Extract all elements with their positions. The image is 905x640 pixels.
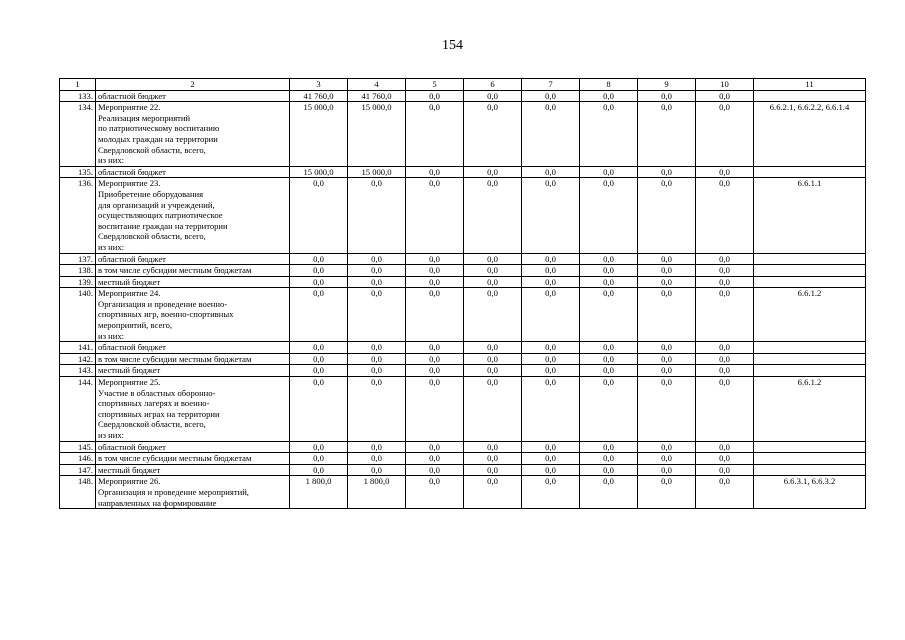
amount-cell: 0,0	[580, 265, 638, 277]
amount-cell: 0,0	[696, 453, 754, 465]
column-header: 5	[406, 79, 464, 91]
row-number: 148.	[60, 476, 96, 509]
amount-cell: 15 000,0	[348, 102, 406, 167]
amount-cell: 0,0	[638, 102, 696, 167]
description-line: мероприятий, всего,	[98, 320, 173, 331]
description-line: из них:	[98, 155, 125, 166]
amount-cell: 0,0	[406, 377, 464, 442]
table-row	[60, 353, 866, 365]
row-number: 147.	[60, 464, 96, 476]
amount-cell: 0,0	[522, 102, 580, 167]
amount-cell: 0,0	[290, 353, 348, 365]
amount-cell: 0,0	[580, 90, 638, 102]
amount-cell: 0,0	[406, 342, 464, 354]
column-header: 11	[754, 79, 866, 91]
amount-cell: 0,0	[290, 377, 348, 442]
description-line: молодых граждан на территории	[98, 133, 218, 144]
description-line: спортивных игр, военно-спортивных	[98, 309, 234, 320]
amount-cell: 0,0	[696, 441, 754, 453]
budget-table	[59, 78, 866, 509]
table-row	[60, 166, 866, 178]
amount-cell: 0,0	[522, 90, 580, 102]
table-row	[60, 441, 866, 453]
amount-cell: 0,0	[406, 253, 464, 265]
amount-cell: 0,0	[522, 253, 580, 265]
amount-cell: 0,0	[348, 253, 406, 265]
amount-cell: 0,0	[290, 365, 348, 377]
amount-cell: 0,0	[464, 178, 522, 253]
amount-cell: 0,0	[348, 178, 406, 253]
row-number: 140.	[60, 288, 96, 342]
amount-cell: 0,0	[464, 253, 522, 265]
row-description	[96, 453, 290, 465]
table-row	[60, 102, 866, 167]
amount-cell: 0,0	[464, 276, 522, 288]
row-number: 138.	[60, 265, 96, 277]
amount-cell: 0,0	[522, 342, 580, 354]
amount-cell: 0,0	[406, 265, 464, 277]
row-number: 145.	[60, 441, 96, 453]
amount-cell: 0,0	[290, 441, 348, 453]
amount-cell: 0,0	[638, 377, 696, 442]
row-description	[96, 353, 290, 365]
amount-cell: 41 760,0	[348, 90, 406, 102]
amount-cell: 0,0	[638, 90, 696, 102]
description-line: местный бюджет	[98, 365, 161, 376]
description-line: Мероприятие 23.	[98, 178, 161, 189]
amount-cell: 0,0	[348, 265, 406, 277]
amount-cell: 0,0	[464, 441, 522, 453]
description-line: местный бюджет	[98, 464, 161, 475]
amount-cell: 0,0	[406, 464, 464, 476]
description-line: Мероприятие 26.	[98, 476, 161, 487]
amount-cell: 0,0	[464, 342, 522, 354]
amount-cell: 0,0	[464, 288, 522, 342]
amount-cell: 0,0	[348, 365, 406, 377]
target-indicator: 6.6.3.1, 6.6.3.2	[754, 476, 866, 509]
row-description	[96, 476, 290, 509]
description-line: в том числе субсидии местным бюджетам	[98, 353, 252, 364]
amount-cell: 0,0	[522, 276, 580, 288]
amount-cell: 0,0	[464, 102, 522, 167]
column-header: 2	[96, 79, 290, 91]
amount-cell: 0,0	[696, 476, 754, 509]
description-line: в том числе субсидии местным бюджетам	[98, 453, 252, 464]
table-row	[60, 464, 866, 476]
target-indicator	[754, 166, 866, 178]
amount-cell: 0,0	[580, 353, 638, 365]
amount-cell: 0,0	[580, 178, 638, 253]
description-line: Реализация мероприятий	[98, 112, 191, 123]
amount-cell: 0,0	[522, 166, 580, 178]
row-number: 139.	[60, 276, 96, 288]
target-indicator	[754, 365, 866, 377]
amount-cell: 0,0	[406, 476, 464, 509]
amount-cell: 0,0	[348, 441, 406, 453]
amount-cell: 0,0	[406, 365, 464, 377]
description-line: Организация и проведение мероприятий,	[98, 486, 249, 497]
header-row	[60, 79, 866, 91]
amount-cell: 0,0	[348, 276, 406, 288]
row-description	[96, 377, 290, 442]
column-header: 10	[696, 79, 754, 91]
description-line: областной бюджет	[98, 166, 166, 177]
target-indicator: 6.6.1.2	[754, 377, 866, 442]
description-line: местный бюджет	[98, 276, 161, 287]
amount-cell: 0,0	[290, 276, 348, 288]
amount-cell: 0,0	[406, 90, 464, 102]
amount-cell: 1 800,0	[348, 476, 406, 509]
table-row	[60, 288, 866, 342]
amount-cell: 0,0	[580, 102, 638, 167]
amount-cell: 0,0	[464, 453, 522, 465]
amount-cell: 0,0	[406, 102, 464, 167]
amount-cell: 0,0	[580, 276, 638, 288]
description-line: для организаций и учреждений,	[98, 199, 215, 210]
target-indicator	[754, 464, 866, 476]
amount-cell: 0,0	[522, 476, 580, 509]
amount-cell: 0,0	[696, 464, 754, 476]
amount-cell: 0,0	[638, 441, 696, 453]
column-header: 8	[580, 79, 638, 91]
description-line: Участие в областных оборонно-	[98, 387, 216, 398]
amount-cell: 0,0	[696, 365, 754, 377]
row-number: 135.	[60, 166, 96, 178]
table-row	[60, 453, 866, 465]
description-line: направленных на формирование	[98, 497, 217, 508]
amount-cell: 0,0	[522, 365, 580, 377]
column-header: 4	[348, 79, 406, 91]
amount-cell: 0,0	[638, 166, 696, 178]
row-description	[96, 166, 290, 178]
amount-cell: 0,0	[696, 166, 754, 178]
amount-cell: 0,0	[580, 342, 638, 354]
amount-cell: 0,0	[638, 178, 696, 253]
amount-cell: 0,0	[464, 353, 522, 365]
amount-cell: 0,0	[696, 102, 754, 167]
row-description	[96, 342, 290, 354]
description-line: спортивных играх на территории	[98, 408, 220, 419]
amount-cell: 0,0	[348, 342, 406, 354]
table-row	[60, 476, 866, 509]
amount-cell: 0,0	[580, 377, 638, 442]
row-description	[96, 253, 290, 265]
amount-cell: 0,0	[464, 90, 522, 102]
amount-cell: 0,0	[290, 178, 348, 253]
description-line: из них:	[98, 430, 125, 440]
column-header: 3	[290, 79, 348, 91]
amount-cell: 0,0	[290, 453, 348, 465]
amount-cell: 0,0	[406, 276, 464, 288]
amount-cell: 0,0	[406, 453, 464, 465]
amount-cell: 0,0	[522, 441, 580, 453]
description-line: из них:	[98, 330, 125, 341]
row-description	[96, 441, 290, 453]
target-indicator	[754, 90, 866, 102]
description-line: в том числе субсидии местным бюджетам	[98, 265, 252, 276]
amount-cell: 0,0	[696, 276, 754, 288]
amount-cell: 0,0	[696, 90, 754, 102]
amount-cell: 0,0	[522, 453, 580, 465]
amount-cell: 0,0	[696, 377, 754, 442]
column-header: 9	[638, 79, 696, 91]
column-header: 1	[60, 79, 96, 91]
amount-cell: 0,0	[406, 166, 464, 178]
amount-cell: 0,0	[348, 353, 406, 365]
amount-cell: 0,0	[290, 464, 348, 476]
row-description	[96, 365, 290, 377]
amount-cell: 0,0	[348, 453, 406, 465]
target-indicator	[754, 453, 866, 465]
target-indicator	[754, 342, 866, 354]
amount-cell: 0,0	[638, 453, 696, 465]
row-description	[96, 288, 290, 342]
target-indicator: 6.6.2.1, 6.6.2.2, 6.6.1.4	[754, 102, 866, 167]
amount-cell: 0,0	[406, 353, 464, 365]
target-indicator	[754, 265, 866, 277]
row-description	[96, 265, 290, 277]
amount-cell: 0,0	[580, 365, 638, 377]
amount-cell: 0,0	[580, 166, 638, 178]
amount-cell: 0,0	[696, 342, 754, 354]
description-line: областной бюджет	[98, 342, 166, 353]
row-number: 142.	[60, 353, 96, 365]
amount-cell: 0,0	[638, 365, 696, 377]
amount-cell: 0,0	[464, 365, 522, 377]
target-indicator	[754, 353, 866, 365]
row-number: 144.	[60, 377, 96, 442]
column-header: 7	[522, 79, 580, 91]
row-number: 141.	[60, 342, 96, 354]
description-line: областной бюджет	[98, 441, 166, 452]
amount-cell: 0,0	[348, 288, 406, 342]
amount-cell: 0,0	[580, 253, 638, 265]
target-indicator	[754, 276, 866, 288]
target-indicator: 6.6.1.2	[754, 288, 866, 342]
amount-cell: 0,0	[464, 464, 522, 476]
amount-cell: 0,0	[638, 342, 696, 354]
table-row	[60, 253, 866, 265]
row-description	[96, 276, 290, 288]
description-line: воспитание граждан на территории	[98, 220, 228, 231]
amount-cell: 0,0	[464, 265, 522, 277]
description-line: Мероприятие 22.	[98, 102, 161, 113]
description-line: Организация и проведение военно-	[98, 298, 228, 309]
row-number: 133.	[60, 90, 96, 102]
page-number: 154	[442, 38, 463, 53]
description-line: Свердловской области, всего,	[98, 419, 206, 430]
amount-cell: 41 760,0	[290, 90, 348, 102]
row-number: 137.	[60, 253, 96, 265]
amount-cell: 15 000,0	[348, 166, 406, 178]
table-row	[60, 342, 866, 354]
description-line: спортивных лагерях и военно-	[98, 398, 210, 409]
table-row	[60, 377, 866, 442]
amount-cell: 0,0	[696, 353, 754, 365]
amount-cell: 0,0	[696, 178, 754, 253]
amount-cell: 0,0	[406, 288, 464, 342]
amount-cell: 0,0	[638, 276, 696, 288]
table-row	[60, 365, 866, 377]
amount-cell: 0,0	[464, 377, 522, 442]
amount-cell: 15 000,0	[290, 102, 348, 167]
table-row	[60, 276, 866, 288]
amount-cell: 1 800,0	[290, 476, 348, 509]
amount-cell: 0,0	[638, 476, 696, 509]
amount-cell: 0,0	[522, 178, 580, 253]
amount-cell: 0,0	[290, 265, 348, 277]
amount-cell: 0,0	[580, 453, 638, 465]
amount-cell: 15 000,0	[290, 166, 348, 178]
column-header: 6	[464, 79, 522, 91]
amount-cell: 0,0	[696, 288, 754, 342]
amount-cell: 0,0	[464, 166, 522, 178]
amount-cell: 0,0	[638, 253, 696, 265]
amount-cell: 0,0	[638, 464, 696, 476]
description-line: Приобретение оборудования	[98, 188, 204, 199]
row-number: 136.	[60, 178, 96, 253]
amount-cell: 0,0	[638, 288, 696, 342]
description-line: областной бюджет	[98, 90, 166, 101]
description-line: областной бюджет	[98, 253, 166, 264]
row-description	[96, 90, 290, 102]
table-row	[60, 265, 866, 277]
table-row	[60, 90, 866, 102]
amount-cell: 0,0	[522, 377, 580, 442]
target-indicator	[754, 441, 866, 453]
description-line: из них:	[98, 241, 125, 252]
description-line: Мероприятие 24.	[98, 288, 161, 299]
amount-cell: 0,0	[580, 464, 638, 476]
amount-cell: 0,0	[696, 265, 754, 277]
amount-cell: 0,0	[522, 288, 580, 342]
amount-cell: 0,0	[290, 288, 348, 342]
row-description	[96, 178, 290, 253]
amount-cell: 0,0	[522, 265, 580, 277]
amount-cell: 0,0	[638, 353, 696, 365]
description-line: по патриотическому воспитанию	[98, 123, 220, 134]
target-indicator: 6.6.1.1	[754, 178, 866, 253]
row-description	[96, 464, 290, 476]
row-number: 134.	[60, 102, 96, 167]
amount-cell: 0,0	[406, 441, 464, 453]
row-number: 143.	[60, 365, 96, 377]
amount-cell: 0,0	[580, 288, 638, 342]
amount-cell: 0,0	[464, 476, 522, 509]
description-line: Свердловской области, всего,	[98, 144, 206, 155]
description-line: Свердловской области, всего,	[98, 231, 206, 242]
amount-cell: 0,0	[522, 353, 580, 365]
amount-cell: 0,0	[406, 178, 464, 253]
target-indicator	[754, 253, 866, 265]
amount-cell: 0,0	[638, 265, 696, 277]
amount-cell: 0,0	[290, 342, 348, 354]
amount-cell: 0,0	[290, 253, 348, 265]
amount-cell: 0,0	[580, 476, 638, 509]
amount-cell: 0,0	[580, 441, 638, 453]
description-line: Мероприятие 25.	[98, 377, 161, 388]
table-row	[60, 178, 866, 253]
row-number: 146.	[60, 453, 96, 465]
description-line: осуществляющих патриотическое	[98, 210, 223, 221]
amount-cell: 0,0	[522, 464, 580, 476]
row-description	[96, 102, 290, 167]
table-body	[60, 90, 866, 509]
amount-cell: 0,0	[348, 377, 406, 442]
amount-cell: 0,0	[348, 464, 406, 476]
amount-cell: 0,0	[696, 253, 754, 265]
